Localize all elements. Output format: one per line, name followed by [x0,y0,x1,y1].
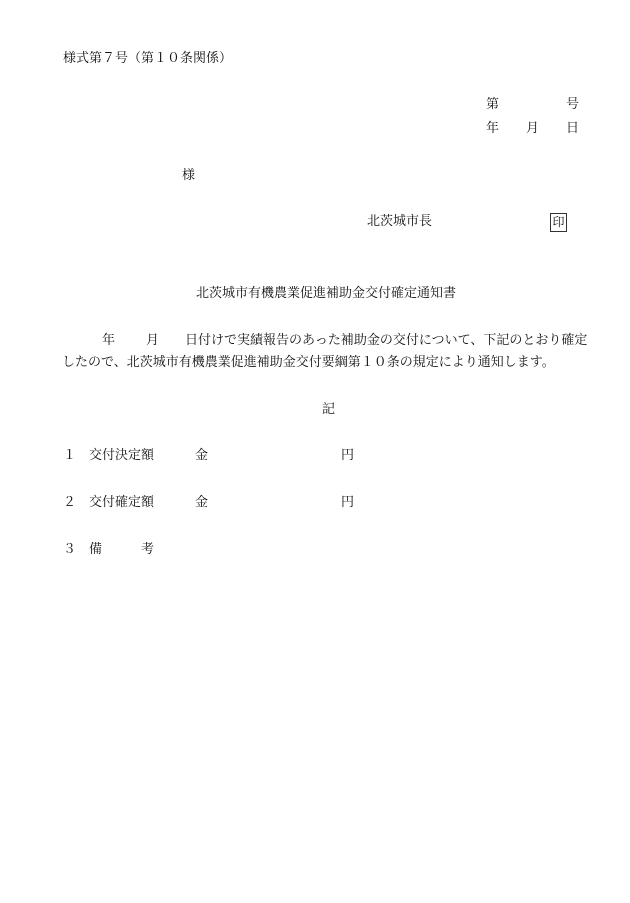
item-1-number: １ [63,448,77,463]
body-line-1 [62,330,614,352]
form-number: 様式第７号（第１０条関係） [63,51,233,66]
body-year: 年 [102,333,116,348]
doc-number-suffix: 号 [566,97,580,112]
date-year: 年 [486,121,500,136]
item-2-yen: 円 [341,495,355,510]
body-line-2: したので、北茨城市有機農業促進補助金交付要綱第１０条の規定により通知します。 [62,355,555,370]
body-text-1: 日付けで実績報告のあった補助金の交付について、下記のとおり確定 [185,333,588,348]
body-month: 月 [146,333,160,348]
document-title: 北茨城市有機農業促進補助金交付確定通知書 [196,286,457,301]
issuer-name: 北茨城市長 [367,214,433,229]
item-3-label: 備 考 [89,542,155,557]
item-1-label: 交付決定額 [89,448,155,463]
item-1-kin: 金 [195,448,209,463]
doc-number-prefix: 第 [486,97,500,112]
date-month: 月 [526,121,540,136]
item-2-label: 交付確定額 [89,495,155,510]
ki-heading: 記 [322,402,336,417]
body-text [62,330,614,374]
item-2-kin: 金 [195,495,209,510]
date-day: 日 [566,121,580,136]
seal-mark: 印 [550,213,567,232]
item-1-yen: 円 [341,448,355,463]
item-3-number: ３ [63,542,77,557]
addressee-honorific: 様 [182,168,196,183]
item-2-number: ２ [63,495,77,510]
